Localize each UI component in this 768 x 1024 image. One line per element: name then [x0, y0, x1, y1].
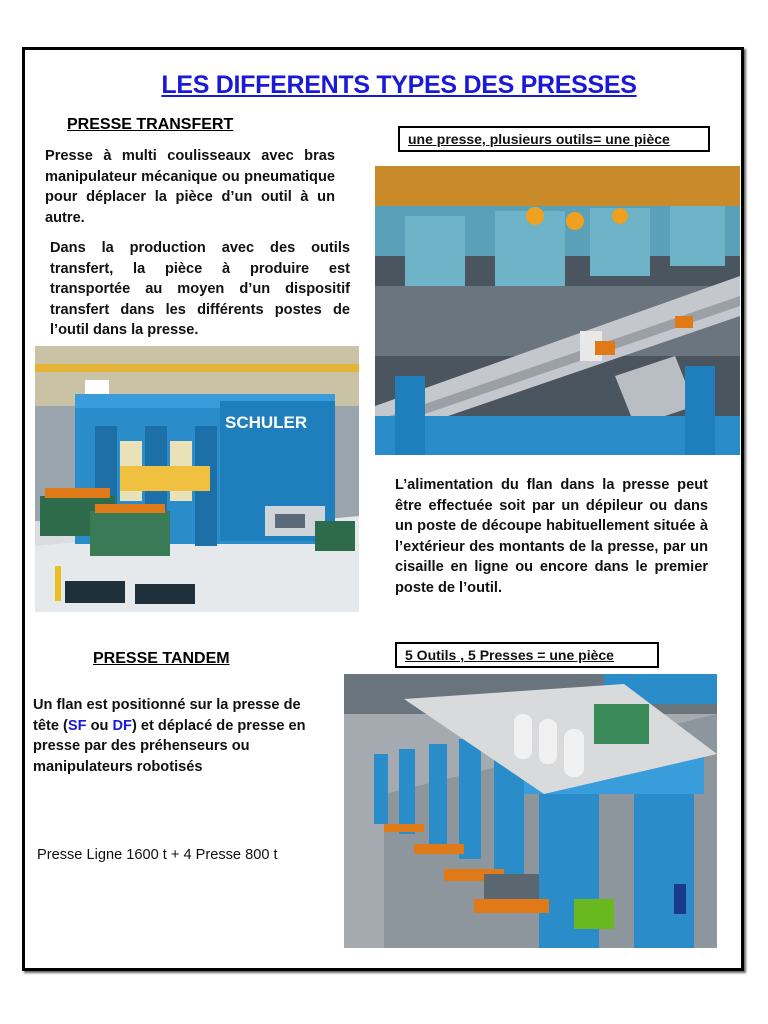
schuler-brand-text: SCHULER: [225, 413, 308, 432]
sf-label: SF: [67, 717, 87, 734]
df-label: DF: [112, 717, 132, 734]
transfer-feeding-text: L’alimentation du flan dans la presse peut être effectuée soit par un dépileur ou dans un poste de découpe habituellement située à l’extérieur des montants de la presse, par un cisaille en ligne ou encore dans le premier poste de l’outil.: [395, 477, 708, 596]
tandem-box-label: 5 Outils , 5 Presses = une pièce: [395, 642, 659, 668]
tandem-line-spec: Presse Ligne 1600 t + 4 Presse 800 t: [37, 847, 278, 863]
tandem-desc-after: ) et déplacé de presse en presse par des préhenseurs ou manipulateurs robotisés: [33, 717, 306, 775]
schuler-press-illustration: [35, 346, 359, 612]
tandem-desc-or: ou: [86, 717, 113, 734]
transfer-description: Presse à multi coulisseaux avec bras manipulateur mécanique ou pneumatique pour déplacer la pièce d’un outil à un autre.: [45, 148, 335, 226]
tandem-press-illustration: [344, 674, 717, 948]
transfer-production-text: Dans la production avec des outils transfert, la pièce à produire est transportée au moyen d’un dispositif transfert dans les différents postes de l’outil dans la presse.: [50, 240, 350, 338]
transfer-press-illustration: [375, 166, 740, 455]
transfer-box-label: une presse, plusieurs outils= une pièce: [398, 126, 710, 152]
tandem-heading: PRESSE TANDEM: [93, 650, 230, 667]
transfer-press-photo: [375, 166, 740, 455]
page-title: LES DIFFERENTS TYPES DES PRESSES: [161, 71, 637, 99]
tandem-desc-before: Un flan est positionné sur la presse de tête (: [33, 697, 301, 734]
transfer-heading: PRESSE TRANSFERT: [67, 116, 234, 133]
tandem-description: [33, 695, 328, 777]
tandem-press-photo: [344, 674, 717, 948]
schuler-press-photo: [35, 346, 359, 612]
